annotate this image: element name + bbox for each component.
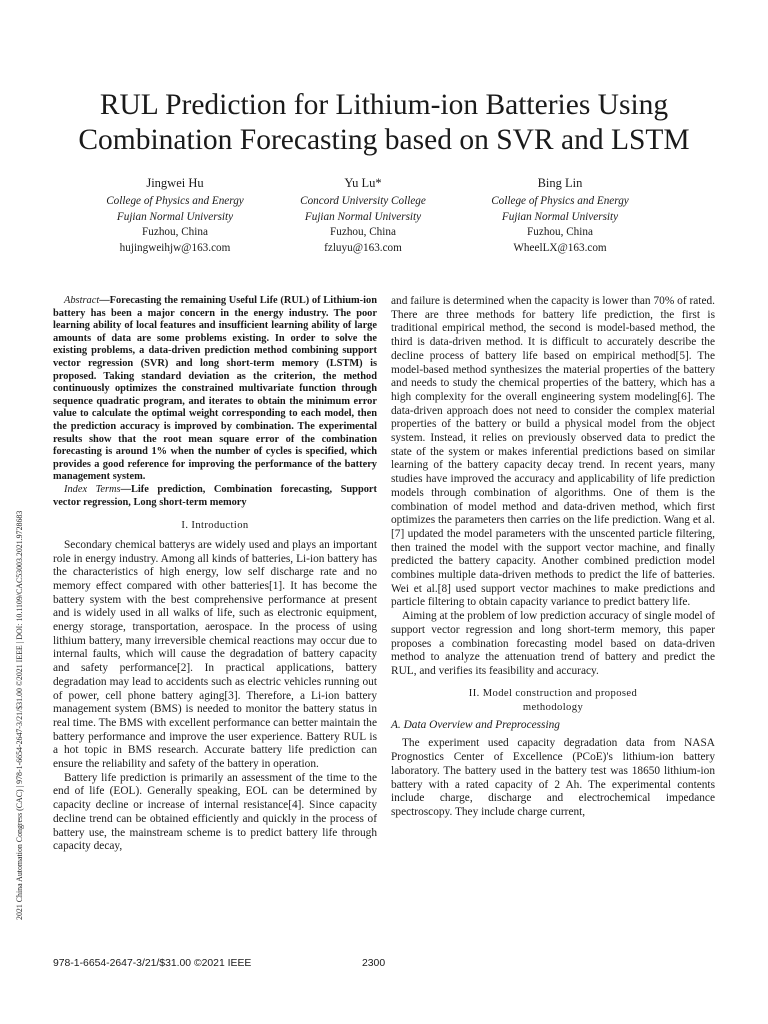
author-university: Fujian Normal University [304,210,422,223]
abstract [53,295,377,484]
author-email: WheelLX@163.com [513,241,607,254]
body-paragraph-1: and failure is determined when the capacity is lower than 70% of rated. There are three methods for battery life prediction, the first is traditional empirical method, the second is model-based method, the third is data-driven method. It is difficult to accurately describe the decline process of battery life based on empirical method[5]. The model-based method synthesizes the material properties of the battery and needs to study the chemical properties of the battery, which has a high complexity for the overall engineering system modeling[6]. The data-driven approach does not need to consider the complex material properties of the battery or build a physical model from the object system. Instead, it relies on previously observed data to predict the state of the system or makes inferential predictions based on similar learning of the battery capacity decay trend. In recent years, many studies have improved the accuracy and applicability of life prediction models through combination of algorithms. One of them is the combination of model method and data-driven method, which first optimizes the parameters then carries on the life prediction. Wang et al.[7] updated the model parameters with the unscented particle filtering, then trained the model with the support vector machine, and finally predicted the battery capacity. Another combined prediction model combines multiple data-driven methods to predict the life of batteries. Wei et al.[8] used support vector machines to make predictions and particle filtering to obtain capacity variance to predict battery life. [391,295,715,609]
page-number: 2300 [362,958,386,969]
index-terms-label: Index Terms [64,483,121,495]
author-affiliation: Concord University College [300,195,426,207]
index-terms-text: —Life prediction, Combination forecasting, Support vector regression, Long short-term memory [53,483,377,508]
body-paragraph-2: Aiming at the problem of low prediction accuracy of single model of support vector regression and long short-term memory, this paper proposes a combination forecasting model based on data-driven method to analyze the attenuation trend of battery and predict the RUL, and verifies its feasibility and accuracy. [391,610,715,677]
index-terms [53,484,377,509]
author-city: Fuzhou, China [142,226,208,238]
footer-copyright: 978-1-6654-2647-3/21/$31.00 ©2021 IEEE [53,958,252,969]
intro-paragraph-1: Secondary chemical batterys are widely used and plays an important role in energy industry. Among all kinds of batteries, Li-ion battery has the characteristics of high energy, low self discharge rate and no memory effect compared with other batteries[1]. It has become the battery system with the best comprehensive performance at present and is widely used in all walks of life, such as electronic equipment, energy storage, transportation, aerospace. In the process of using lithium battery, many irreversible chemical reactions may occur due to internal faults, which will cause the degradation of battery capacity and safety performance[2]. In practical applications, battery degradation may lead to accidents such as electric vehicles running out of power, cell phone battery aging[3]. Therefore, a Li-ion battery management system (BMS) is needed to monitor the battery status in real time. The BMS with excellent performance can better maintain the battery performance and improve the user experience. Battery RUL is a hot topic in BMS research. Accurate battery life prediction can ensure the reliability and safety of the battery in operation. [53,538,377,771]
author-university: Fujian Normal University [116,210,234,223]
doi-sidebar: 2021 China Automation Congress (CAC) | 978-1-6654-2647-3/21/$31.00 ©2021 IEEE | DOI: 10.1109/CAC53003.2021.9728683 [15,510,24,920]
author-3 [435,175,685,256]
author-email: fzluyu@163.com [324,241,402,254]
intro-paragraph-2: Battery life prediction is primarily an assessment of the time to the end of life (EOL). Generally speaking, EOL can be determined by capacity decline or increase of internal resistance[4]. Since capacity decline trend can be obtained efficiently and quickly in the process of battery use, the mainstream scheme is to predict battery life through capacity decay, [53,771,377,853]
abstract-label: Abstract [64,295,100,306]
abstract-text: —Forecasting the remaining Useful Life (RUL) of Lithium-ion battery has been a major concern in the energy industry. The poor learning ability of local features and insufficient learning ability of large amounts of data are some problems existing. In order to solve the existing problems, a data-driven prediction method combining support vector regression (SVR) and long short-term memory (LSTM) is proposed. Taking standard deviation as the criterion, the method continuously optimizes the constrained multivariate function through sequence quadratic program, and iterates to obtain the minimum error value to calculate the optimal weight corresponding to each model, then the prediction accuracy is improved by combination. The experimental results show that the root mean square error of the combination forecasting is around 1% when the number of cycles is specified, which provides a good reference for improving the performance of the battery management system. [53,295,377,483]
author-city: Fuzhou, China [330,226,396,238]
author-email: hujingweihjw@163.com [119,241,231,254]
section-heading-line-1: II. Model construction and proposed [468,687,638,699]
author-name: Yu Lu* [344,176,382,190]
author-affiliation: College of Physics and Energy [106,195,244,207]
right-column [391,295,715,820]
left-column [53,295,377,854]
author-university: Fujian Normal University [501,210,619,223]
title-line-1: RUL Prediction for Lithium-ion Batteries Using [99,89,669,121]
author-city: Fuzhou, China [527,226,593,238]
title-line-2: Combination Forecasting based on SVR and LSTM [78,124,690,156]
author-name: Bing Lin [537,176,583,190]
author-name: Jingwei Hu [146,176,204,190]
author-affiliation: College of Physics and Energy [491,195,629,207]
section-heading-model [391,687,715,715]
body-paragraph-3: The experiment used capacity degradation data from NASA Prognostics Center of Excellence (PCoE)'s lithium-ion battery laboratory. The battery used in the battery test was 18650 lithium-ion battery with a rated capacity of 2 Ah. The experimental contents include charge, discharge and electrochemical impedance spectroscopy. They include charge current, [391,737,715,818]
paper-title [40,88,728,158]
subsection-heading-data-overview: A. Data Overview and Preprocessing [391,718,560,731]
section-heading-introduction: I. Introduction [181,520,249,532]
section-heading-line-2: methodology [522,701,584,713]
